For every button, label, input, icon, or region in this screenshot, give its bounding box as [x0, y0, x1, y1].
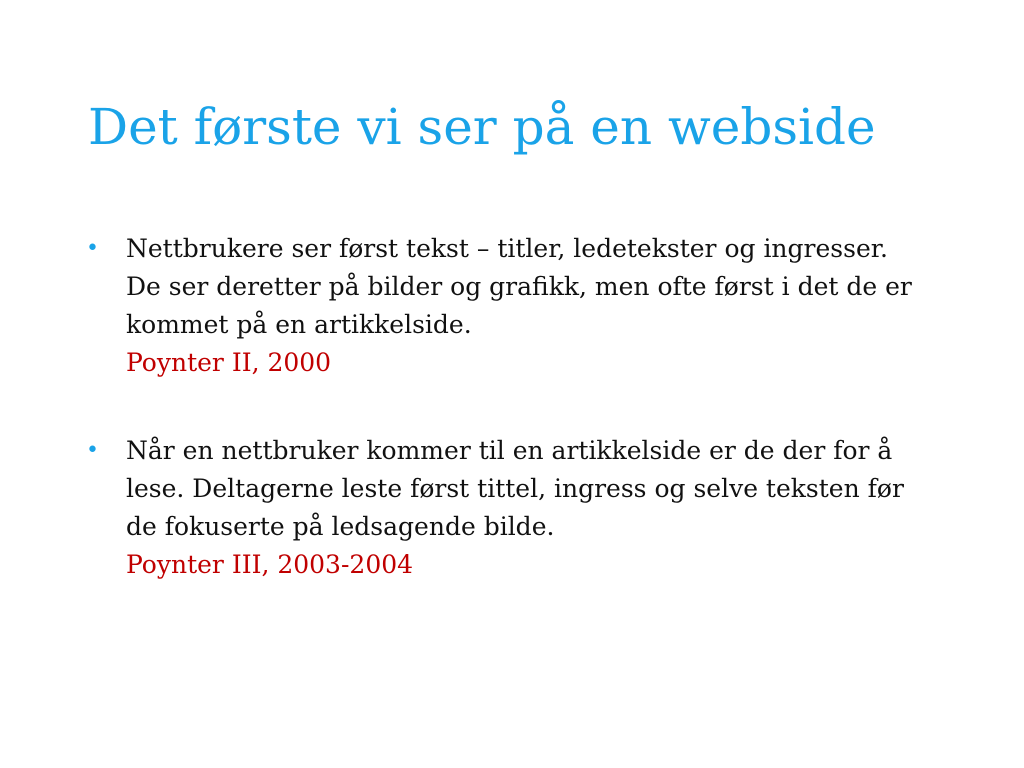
bullet-item	[86, 230, 926, 382]
bullet-source: Poynter III, 2003-2004	[126, 550, 414, 579]
slide-title: Det første vi ser på en webside	[88, 98, 876, 156]
bullet-item	[86, 432, 926, 584]
bullet-icon: •	[86, 236, 99, 261]
bullet-text: Når en nettbruker kommer til en artikkelside er de der for å lese. Deltagerne leste først tittel, ingress og selve teksten før de fokuserte på ledsagende bilde.	[126, 436, 904, 541]
bullet-source: Poynter II, 2000	[126, 348, 332, 377]
bullet-icon: •	[86, 438, 99, 463]
bullet-text: Nettbrukere ser først tekst – titler, ledetekster og ingresser. De ser deretter på bilder og grafikk, men ofte først i det de er kommet på en artikkelside.	[126, 234, 912, 339]
bullet-list	[86, 230, 926, 634]
